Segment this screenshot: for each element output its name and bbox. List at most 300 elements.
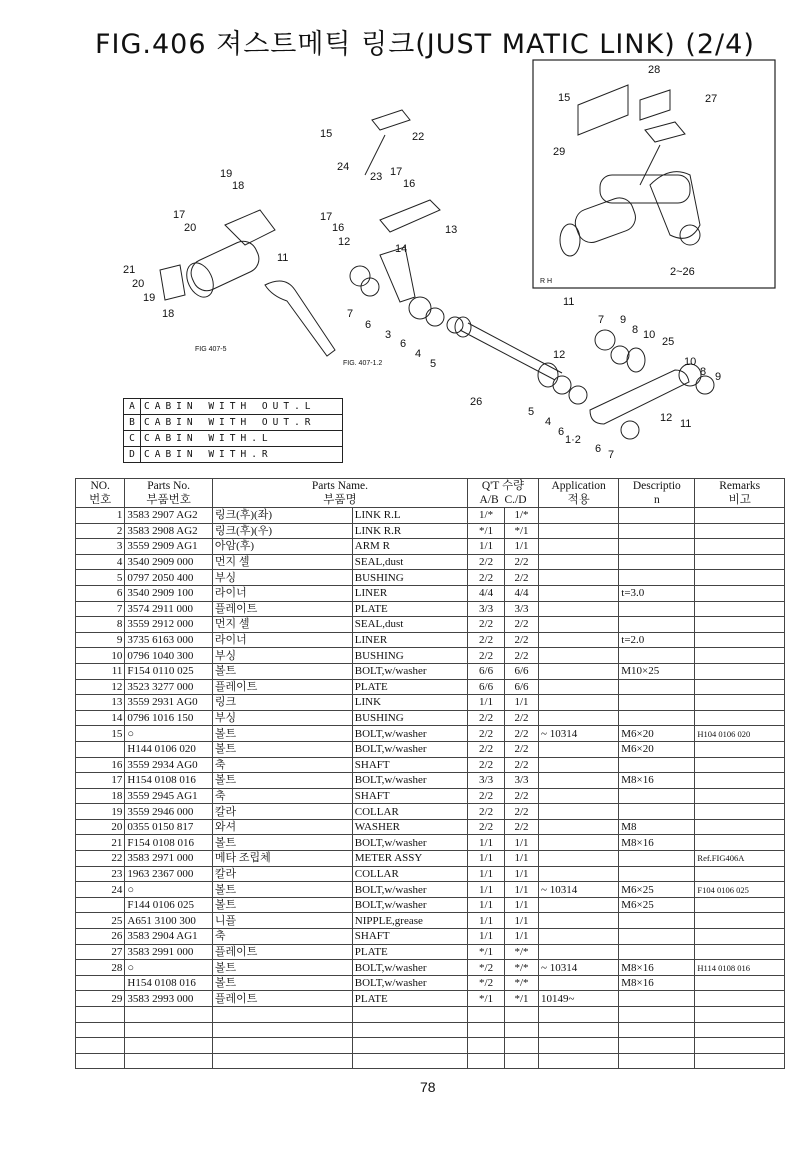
cell-part: H154 0108 016	[125, 773, 212, 789]
cell-app	[539, 663, 619, 679]
cell-desc	[619, 601, 695, 617]
cell-app: 10149~	[539, 991, 619, 1007]
cell-ab: 1/1	[468, 539, 505, 555]
cell-ab: 1/1	[468, 695, 505, 711]
cell-part: 3559 2931 AG0	[125, 695, 212, 711]
cell-ab	[468, 1053, 505, 1069]
cell-no: 8	[76, 617, 125, 633]
cell-desc	[619, 710, 695, 726]
cell-part: 0355 0150 817	[125, 819, 212, 835]
cell-no: 23	[76, 866, 125, 882]
cell-name: PLATE	[352, 601, 467, 617]
header-parts-no: Parts No. 부품번호	[125, 479, 212, 508]
cell-ab	[468, 1038, 505, 1054]
cell-no: 21	[76, 835, 125, 851]
cell-app	[539, 913, 619, 929]
cell-rem	[695, 695, 785, 711]
callout: 7	[608, 449, 615, 461]
cell-cd: 1/*	[505, 508, 539, 524]
table-row	[76, 1053, 785, 1069]
cell-part: ○	[125, 726, 212, 742]
cell-name: SEAL,dust	[352, 554, 467, 570]
cell-name: BUSHING	[352, 648, 467, 664]
callout: 25	[662, 336, 675, 348]
cell-cd: */1	[505, 991, 539, 1007]
right-link-assembly	[590, 330, 714, 439]
cell-rem	[695, 554, 785, 570]
cell-desc: t=3.0	[619, 585, 695, 601]
header-remarks: Remarks 비고	[695, 479, 785, 508]
cell-part: 3559 2909 AG1	[125, 539, 212, 555]
cell-part: F154 0108 016	[125, 835, 212, 851]
cell-rem	[695, 617, 785, 633]
cell-app: ~ 10314	[539, 726, 619, 742]
cell-kr: 축	[212, 788, 352, 804]
cell-ab: 1/1	[468, 913, 505, 929]
cell-part: 3523 3277 000	[125, 679, 212, 695]
cell-app: ~ 10314	[539, 882, 619, 898]
cell-kr: 아암(후)	[212, 539, 352, 555]
cell-cd: 2/2	[505, 804, 539, 820]
cell-app	[539, 851, 619, 867]
cell-ab: 3/3	[468, 773, 505, 789]
cell-part	[125, 1022, 212, 1038]
cell-part: A651 3100 300	[125, 913, 212, 929]
cell-ab	[468, 1007, 505, 1023]
cell-cd	[505, 1053, 539, 1069]
cell-no: 13	[76, 695, 125, 711]
table-row	[76, 508, 785, 524]
cell-kr: 플레이트	[212, 601, 352, 617]
legend-key: D	[124, 447, 141, 463]
cell-name	[352, 1053, 467, 1069]
cell-desc	[619, 679, 695, 695]
cell-desc	[619, 757, 695, 773]
cell-rem	[695, 929, 785, 945]
callout: 9	[715, 371, 722, 383]
cell-name: BOLT,w/washer	[352, 773, 467, 789]
cell-app	[539, 773, 619, 789]
cell-rem: H104 0106 020	[695, 726, 785, 742]
cell-name: SHAFT	[352, 929, 467, 945]
callout: 24	[337, 161, 350, 173]
cell-rem	[695, 804, 785, 820]
cell-ab: 2/2	[468, 570, 505, 586]
cell-no	[76, 741, 125, 757]
callout: 11	[563, 296, 575, 308]
cell-cd: 2/2	[505, 726, 539, 742]
cell-ab: */1	[468, 991, 505, 1007]
cell-desc	[619, 508, 695, 524]
cell-desc: t=2.0	[619, 632, 695, 648]
cell-name	[352, 1022, 467, 1038]
cell-name: SHAFT	[352, 757, 467, 773]
cell-desc: M8×16	[619, 975, 695, 991]
callout: 17	[173, 209, 186, 221]
table-row	[76, 1038, 785, 1054]
cell-kr: 링크(후)(우)	[212, 523, 352, 539]
cell-ab: 1/*	[468, 508, 505, 524]
callout: 12	[338, 236, 351, 248]
legend-key: B	[124, 415, 141, 431]
cell-name	[352, 1038, 467, 1054]
cell-kr: 볼트	[212, 897, 352, 913]
cell-cd: 3/3	[505, 773, 539, 789]
callout: 7	[347, 308, 354, 320]
cell-ab: 2/2	[468, 648, 505, 664]
cell-cd: 2/2	[505, 648, 539, 664]
cell-kr: 와셔	[212, 819, 352, 835]
cell-cd: 2/2	[505, 788, 539, 804]
parts-table-body	[76, 508, 785, 1069]
cylinder-assembly	[160, 210, 275, 301]
legend-key: C	[124, 431, 141, 447]
cell-no: 24	[76, 882, 125, 898]
callout: 28	[648, 64, 661, 76]
cell-desc	[619, 1022, 695, 1038]
cell-ab: 2/2	[468, 819, 505, 835]
legend-value: CABIN WITH.L	[141, 431, 343, 447]
cell-no: 20	[76, 819, 125, 835]
cell-cd: 1/1	[505, 913, 539, 929]
cell-name: BOLT,w/washer	[352, 835, 467, 851]
cell-part: 3583 2904 AG1	[125, 929, 212, 945]
cell-no: 14	[76, 710, 125, 726]
cell-ab: 1/1	[468, 866, 505, 882]
cell-name: COLLAR	[352, 866, 467, 882]
cell-rem	[695, 913, 785, 929]
cell-ab: */1	[468, 523, 505, 539]
table-row	[76, 726, 785, 742]
callout: 11	[277, 252, 289, 264]
cell-ab: 1/1	[468, 835, 505, 851]
callout: 13	[445, 224, 458, 236]
cell-desc: M6×20	[619, 726, 695, 742]
cell-app	[539, 835, 619, 851]
cell-app	[539, 1007, 619, 1023]
table-row	[76, 773, 785, 789]
cell-no: 28	[76, 960, 125, 976]
cell-kr: 플레이트	[212, 679, 352, 695]
cell-part: 3583 2991 000	[125, 944, 212, 960]
cell-rem	[695, 975, 785, 991]
cell-app	[539, 866, 619, 882]
cell-desc	[619, 929, 695, 945]
cell-kr: 축	[212, 757, 352, 773]
cell-part: 3735 6163 000	[125, 632, 212, 648]
header-row	[76, 479, 785, 508]
legend-value: CABIN WITH OUT.R	[141, 415, 343, 431]
cell-cd: 1/1	[505, 866, 539, 882]
cell-cd: 2/2	[505, 710, 539, 726]
table-row	[76, 695, 785, 711]
cell-part: 1963 2367 000	[125, 866, 212, 882]
cell-no	[76, 1038, 125, 1054]
cell-app	[539, 804, 619, 820]
cell-no: 15	[76, 726, 125, 742]
table-row	[76, 960, 785, 976]
table-row	[76, 866, 785, 882]
callout: 8	[632, 324, 639, 336]
cell-desc	[619, 851, 695, 867]
cell-ab: 6/6	[468, 663, 505, 679]
cell-ab: */2	[468, 975, 505, 991]
callout: 5	[430, 358, 437, 370]
cell-cd	[505, 1022, 539, 1038]
table-row	[76, 788, 785, 804]
cell-desc: M6×25	[619, 882, 695, 898]
callout: 10	[684, 356, 697, 368]
cell-cd	[505, 1038, 539, 1054]
cell-no	[76, 975, 125, 991]
table-row	[76, 1022, 785, 1038]
cell-cd: 2/2	[505, 741, 539, 757]
cell-ab: */1	[468, 944, 505, 960]
cell-rem: Ref.FIG406A	[695, 851, 785, 867]
cell-desc	[619, 866, 695, 882]
cell-name: LINER	[352, 585, 467, 601]
callout: 20	[132, 278, 145, 290]
callout: 17	[390, 166, 403, 178]
cell-cd: 1/1	[505, 539, 539, 555]
table-row	[76, 913, 785, 929]
cell-no: 29	[76, 991, 125, 1007]
callout: 3	[385, 329, 392, 341]
cell-ab: 2/2	[468, 741, 505, 757]
callout: 8	[700, 366, 707, 378]
cell-rem	[695, 1038, 785, 1054]
cell-part: 3559 2945 AG1	[125, 788, 212, 804]
callout: 18	[162, 308, 175, 320]
cell-part: 3583 2993 000	[125, 991, 212, 1007]
callout: 29	[553, 146, 566, 158]
cell-no: 1	[76, 508, 125, 524]
cell-ab: 1/1	[468, 897, 505, 913]
cell-kr: 축	[212, 929, 352, 945]
cell-kr: 부싱	[212, 648, 352, 664]
parts-table	[75, 478, 785, 1069]
cell-rem	[695, 1007, 785, 1023]
cell-cd: 1/1	[505, 835, 539, 851]
cell-app	[539, 508, 619, 524]
cell-desc: M10×25	[619, 663, 695, 679]
cell-rem	[695, 679, 785, 695]
callout: 10	[643, 329, 656, 341]
cell-kr: 라이너	[212, 585, 352, 601]
cabin-legend	[123, 398, 343, 463]
cell-name: METER ASSY	[352, 851, 467, 867]
cell-cd: 6/6	[505, 679, 539, 695]
cell-app	[539, 741, 619, 757]
table-row	[76, 975, 785, 991]
cell-kr: 라이너	[212, 632, 352, 648]
cell-desc: M6×25	[619, 897, 695, 913]
cell-no	[76, 1007, 125, 1023]
cell-ab: 2/2	[468, 617, 505, 633]
callout: 4	[545, 416, 552, 428]
cell-kr	[212, 1053, 352, 1069]
callout: 14	[395, 243, 408, 255]
cell-cd: 3/3	[505, 601, 539, 617]
cell-name: LINK R.R	[352, 523, 467, 539]
cell-rem	[695, 944, 785, 960]
callout: 20	[184, 222, 197, 234]
callout: 22	[412, 131, 425, 143]
cell-rem	[695, 648, 785, 664]
cell-cd: 6/6	[505, 663, 539, 679]
table-row	[76, 882, 785, 898]
cell-cd: */*	[505, 975, 539, 991]
callout: 6	[400, 338, 407, 350]
table-row	[76, 523, 785, 539]
cell-rem	[695, 523, 785, 539]
cell-rem	[695, 585, 785, 601]
cell-no: 12	[76, 679, 125, 695]
cell-rem	[695, 991, 785, 1007]
cell-part	[125, 1053, 212, 1069]
page-number: 78	[420, 1079, 436, 1095]
cell-name: WASHER	[352, 819, 467, 835]
cell-name: LINK	[352, 695, 467, 711]
legend-row	[124, 447, 343, 463]
table-row	[76, 944, 785, 960]
cell-app	[539, 788, 619, 804]
table-row	[76, 539, 785, 555]
cell-name: BOLT,w/washer	[352, 741, 467, 757]
cell-cd: 2/2	[505, 632, 539, 648]
cell-rem: F104 0106 025	[695, 882, 785, 898]
table-row	[76, 835, 785, 851]
cell-part	[125, 1007, 212, 1023]
table-row	[76, 554, 785, 570]
cell-app	[539, 601, 619, 617]
cell-app	[539, 1053, 619, 1069]
cell-app	[539, 757, 619, 773]
cell-app	[539, 648, 619, 664]
cell-cd: 1/1	[505, 897, 539, 913]
cell-rem	[695, 508, 785, 524]
cell-name: SHAFT	[352, 788, 467, 804]
cell-cd: */1	[505, 523, 539, 539]
callout: 12	[660, 412, 673, 424]
callout: 15	[320, 128, 333, 140]
cell-part: 3583 2907 AG2	[125, 508, 212, 524]
cell-rem	[695, 663, 785, 679]
cell-rem	[695, 570, 785, 586]
cell-rem	[695, 819, 785, 835]
cell-part: 3540 2909 100	[125, 585, 212, 601]
cell-app	[539, 695, 619, 711]
cell-cd: 1/1	[505, 695, 539, 711]
cell-part: 3574 2911 000	[125, 601, 212, 617]
cell-part: F144 0106 025	[125, 897, 212, 913]
cell-kr	[212, 1038, 352, 1054]
cell-desc	[619, 617, 695, 633]
cell-kr: 볼트	[212, 726, 352, 742]
legend-value: CABIN WITH OUT.L	[141, 399, 343, 415]
cell-ab: 2/2	[468, 804, 505, 820]
cell-kr: 칼라	[212, 804, 352, 820]
cell-cd: 4/4	[505, 585, 539, 601]
cell-desc	[619, 570, 695, 586]
cell-app	[539, 523, 619, 539]
cell-ab	[468, 1022, 505, 1038]
cell-no: 5	[76, 570, 125, 586]
cell-kr: 볼트	[212, 663, 352, 679]
table-row	[76, 601, 785, 617]
cell-part: 3540 2909 000	[125, 554, 212, 570]
cell-part	[125, 1038, 212, 1054]
cell-desc	[619, 1007, 695, 1023]
cell-no: 2	[76, 523, 125, 539]
callout: 16	[332, 222, 345, 234]
cell-cd	[505, 1007, 539, 1023]
cell-name	[352, 1007, 467, 1023]
cell-kr	[212, 1007, 352, 1023]
table-row	[76, 897, 785, 913]
cell-rem	[695, 741, 785, 757]
cell-no: 10	[76, 648, 125, 664]
cell-ab: 2/2	[468, 788, 505, 804]
cell-rem	[695, 710, 785, 726]
cell-name: LINK R.L	[352, 508, 467, 524]
cell-desc	[619, 523, 695, 539]
cell-name: SEAL,dust	[352, 617, 467, 633]
cell-rem	[695, 897, 785, 913]
cell-name: BOLT,w/washer	[352, 726, 467, 742]
cell-no: 7	[76, 601, 125, 617]
cell-part: 0797 2050 400	[125, 570, 212, 586]
cell-no	[76, 897, 125, 913]
callout: 19	[220, 168, 233, 180]
cell-no: 9	[76, 632, 125, 648]
cell-kr: 먼지 셀	[212, 617, 352, 633]
cell-name: LINER	[352, 632, 467, 648]
cell-cd: 2/2	[505, 570, 539, 586]
table-row	[76, 570, 785, 586]
table-row	[76, 991, 785, 1007]
cell-name: NIPPLE,grease	[352, 913, 467, 929]
cell-kr: 볼트	[212, 960, 352, 976]
cell-desc	[619, 1053, 695, 1069]
cell-cd: 1/1	[505, 929, 539, 945]
cell-ab: 1/1	[468, 882, 505, 898]
cell-desc	[619, 804, 695, 820]
callout: 5	[528, 406, 535, 418]
cell-name: BOLT,w/washer	[352, 882, 467, 898]
cell-name: BOLT,w/washer	[352, 975, 467, 991]
cell-kr: 링크	[212, 695, 352, 711]
table-row	[76, 617, 785, 633]
figure-reference: FIG. 407-1.2	[343, 360, 383, 367]
cell-cd: */*	[505, 944, 539, 960]
legend-value: CABIN WITH.R	[141, 447, 343, 463]
table-row	[76, 851, 785, 867]
cell-kr: 볼트	[212, 882, 352, 898]
cell-cd: 1/1	[505, 882, 539, 898]
table-row	[76, 804, 785, 820]
cell-rem	[695, 632, 785, 648]
cell-no: 26	[76, 929, 125, 945]
callout: 15	[558, 92, 571, 104]
callout: 26	[470, 396, 483, 408]
cell-part: 0796 1016 150	[125, 710, 212, 726]
cell-app	[539, 944, 619, 960]
cell-part: H144 0106 020	[125, 741, 212, 757]
cell-desc: M6×20	[619, 741, 695, 757]
callout: 7	[598, 314, 605, 326]
cell-app	[539, 554, 619, 570]
